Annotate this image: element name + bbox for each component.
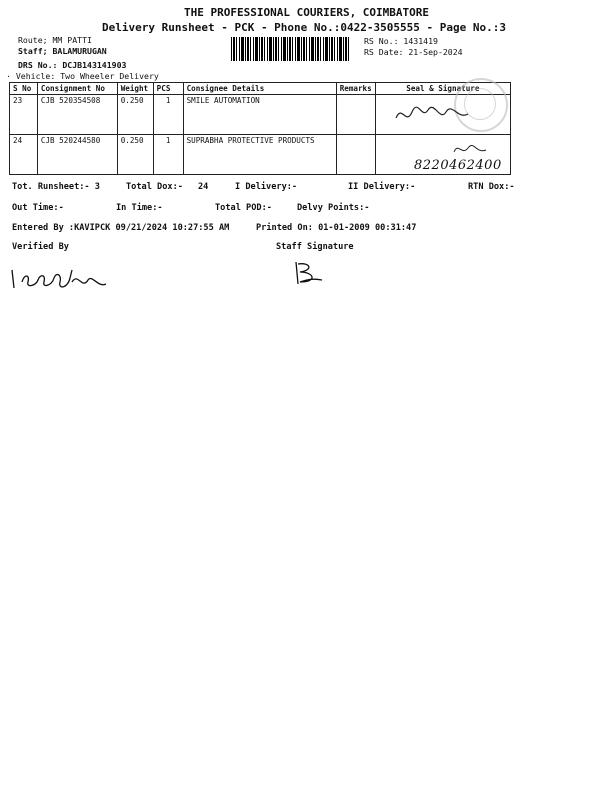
cell-weight: 0.250: [117, 95, 153, 135]
rs-date: RS Date: 21-Sep-2024: [364, 47, 463, 57]
total-pod: Total POD:-: [215, 203, 272, 213]
cell-consignee: SMILE AUTOMATION: [183, 95, 336, 135]
total-dox-value: 24: [198, 182, 209, 192]
rs-number: RS No.: 1431419: [364, 36, 438, 46]
verifier-signature: [8, 260, 118, 294]
total-dox-label: Total Dox:-: [126, 182, 183, 192]
cell-weight: 0.250: [117, 135, 153, 175]
recipient-signature-2: [450, 140, 490, 158]
cell-consignee: SUPRABHA PROTECTIVE PRODUCTS: [183, 135, 336, 175]
cell-sno: 24: [10, 135, 38, 175]
cell-remarks: [336, 95, 375, 135]
header-seal-signature: Seal & Signature: [375, 83, 510, 95]
company-title: THE PROFESSIONAL COURIERS, COIMBATORE: [184, 6, 430, 19]
header-weight: Weight: [117, 83, 153, 95]
out-time: Out Time:-: [12, 203, 64, 213]
staff-signature-label: Staff Signature: [276, 242, 354, 252]
ii-delivery: II Delivery:-: [348, 182, 416, 192]
drs-number: DRS No.: DCJB143141903: [18, 60, 127, 70]
header-consignment-no: Consignment No: [37, 83, 117, 95]
cell-remarks: [336, 135, 375, 175]
delvy-points: Delvy Points:-: [297, 203, 370, 213]
handwritten-phone-number: 8220462400: [414, 158, 502, 173]
in-time: In Time:-: [116, 203, 163, 213]
i-delivery: I Delivery:-: [235, 182, 298, 192]
cell-sno: 23: [10, 95, 38, 135]
header-sno: S No: [10, 83, 38, 95]
runsheet-subtitle: Delivery Runsheet - PCK - Phone No.:0422-3505555 - Page No.:3: [102, 21, 506, 34]
header-consignee-details: Consignee Details: [183, 83, 336, 95]
cell-pcs: 1: [153, 95, 183, 135]
table-header-row: [10, 83, 511, 95]
header-remarks: Remarks: [336, 83, 375, 95]
header-pcs: PCS: [153, 83, 183, 95]
recipient-signature-1: [392, 100, 472, 130]
cell-consignment-no: CJB 520354508: [37, 95, 117, 135]
tot-runsheet: Tot. Runsheet:- 3: [12, 182, 100, 192]
printed-on: Printed On: 01-01-2009 00:31:47: [256, 223, 417, 233]
entered-by: Entered By :KAVIPCK 09/21/2024 10:27:55 AM: [12, 223, 230, 233]
vehicle-label: · Vehicle: Two Wheeler Delivery: [6, 71, 159, 81]
staff-label: Staff; BALAMURUGAN: [18, 46, 107, 56]
verified-by-label: Verified By: [12, 242, 69, 252]
cell-consignment-no: CJB 520244580: [37, 135, 117, 175]
rtn-dox: RTN Dox:-: [468, 182, 515, 192]
barcode-image: [231, 37, 349, 61]
cell-pcs: 1: [153, 135, 183, 175]
staff-signature: [288, 258, 328, 288]
route-label: Route; MM PATTI: [18, 35, 92, 45]
